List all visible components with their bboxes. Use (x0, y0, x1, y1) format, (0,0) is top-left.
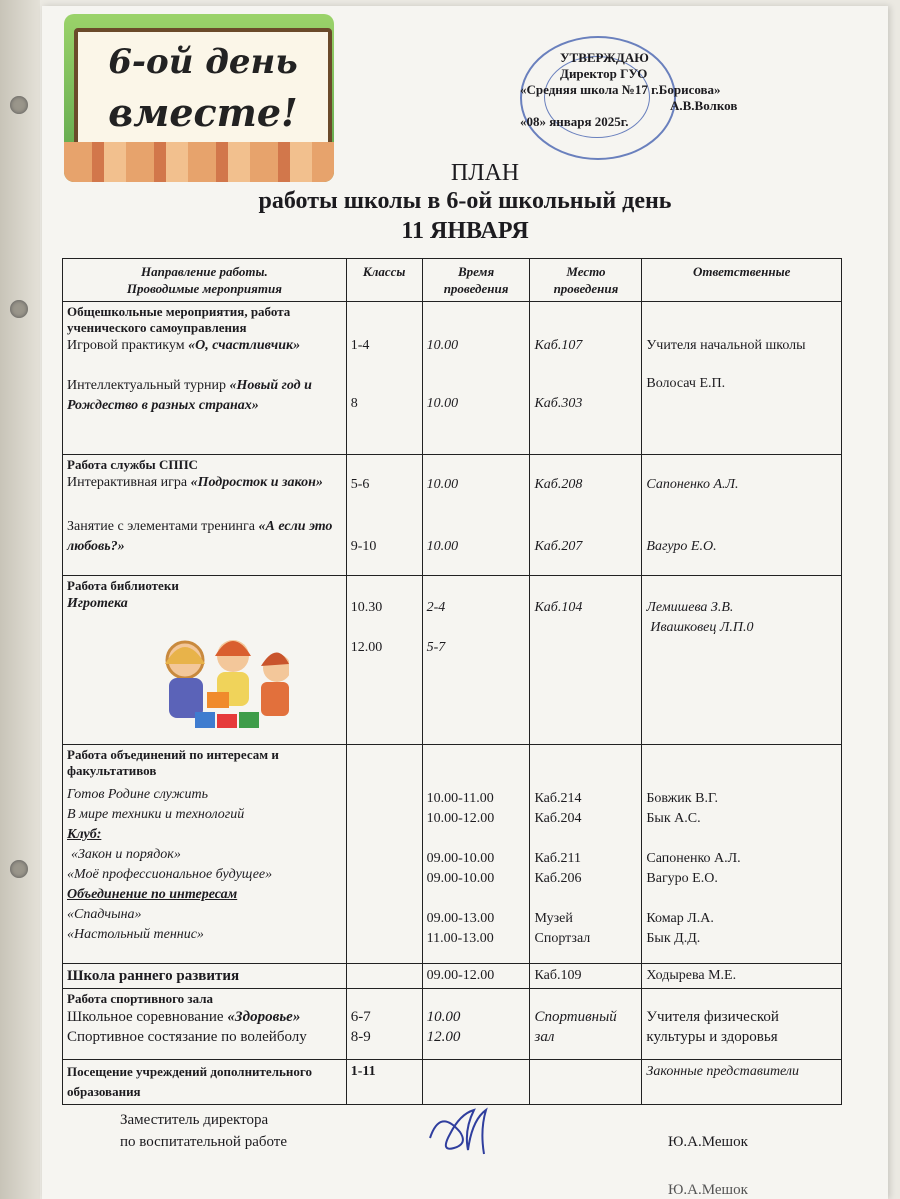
s3-time (422, 576, 530, 745)
s6-e1-name: «Здоровье» (227, 1009, 301, 1025)
s6-direction (63, 989, 347, 1060)
s1-e1-resp: Учителя начальной школы (646, 338, 806, 353)
table-row (63, 964, 842, 989)
s2-e2-text: Занятие с элементами тренинга (67, 519, 259, 534)
s1-e1-time: 10.00 (426, 338, 459, 353)
s4-r2-time: 10.00-12.00 (426, 811, 495, 826)
s6-e1-text: Школьное соревнование (67, 1009, 228, 1025)
s2-e1-class: 5-6 (350, 477, 370, 492)
doc-title-date: 11 ЯНВАРЯ (401, 218, 529, 244)
s6-resp: Учителя физической культуры и здоровья (646, 1009, 779, 1045)
table-row (63, 455, 842, 576)
s3-event: Игротека (67, 596, 128, 611)
table-row (63, 302, 842, 455)
children-puzzle-illustration (155, 634, 289, 738)
s2-e1-place: Каб.208 (534, 477, 583, 492)
table-row (63, 745, 842, 964)
s4-r3-time: 09.00-10.00 (426, 851, 495, 866)
banner-board (74, 28, 332, 154)
s4-r6-name: «Настольный теннис» (67, 927, 204, 942)
s3-class1: 2-4 (426, 600, 446, 615)
document-page (42, 6, 888, 1199)
header-place: Место проведения (530, 259, 642, 302)
header-direction (63, 259, 347, 302)
s3-place-value: Каб.104 (534, 600, 583, 615)
s2-e2-class: 9-10 (350, 539, 377, 554)
s2-title: Работа службы СППС (67, 457, 198, 472)
s3-time1: 10.30 (350, 600, 383, 615)
s5-title: Школа раннего развития (63, 964, 347, 989)
s6-e2-time: 12.00 (426, 1029, 461, 1045)
s1-e1-class: 1-4 (350, 338, 370, 353)
s2-e1-time: 10.00 (426, 477, 459, 492)
s4-r3-name: «Закон и порядок» (71, 847, 181, 862)
s3-class2: 5-7 (426, 640, 446, 655)
s4-r2-name: В мире техники и технологий (67, 807, 245, 822)
s5-place: Каб.109 (530, 964, 642, 989)
table-header-row (63, 259, 842, 302)
s7-title: Посещение учреждений дополнительного образования (63, 1060, 347, 1105)
s6-e2-class: 8-9 (350, 1029, 371, 1045)
s2-responsible (642, 455, 842, 576)
approval-line2: Директор ГУО (560, 66, 648, 81)
s5-responsible: Ходырева М.Е. (642, 964, 842, 989)
binder-strip (0, 0, 40, 1199)
s2-e2-time: 10.00 (426, 539, 459, 554)
s1-title: Общешкольные мероприятия, работа ученического самоуправления (67, 304, 291, 335)
s3-responsible (642, 576, 842, 745)
s2-time (422, 455, 530, 576)
punch-hole (10, 860, 28, 878)
s3-resp2: Ивашковец Л.П.0 (650, 620, 754, 635)
s2-e1-resp: Сапоненко А.Л. (646, 477, 739, 492)
s2-e2-place: Каб.207 (534, 539, 583, 554)
s1-direction (63, 302, 347, 455)
header-direction-line1: Направление работы. (140, 264, 268, 279)
s3-resp1: Лемишева З.В. (646, 600, 734, 615)
approval-line1: УТВЕРЖДАЮ (560, 50, 649, 65)
s4-r6-resp: Бык Д.Д. (646, 931, 701, 946)
children-illustration-icon (155, 634, 289, 738)
s3-classes (346, 576, 422, 745)
footer-role-line1: Заместитель директора (120, 1112, 269, 1128)
s4-classes (346, 745, 422, 964)
doc-title-subtitle: работы школы в 6-ой школьный день (258, 188, 672, 214)
header-direction-line2: Проводимые мероприятия (126, 281, 282, 296)
s6-title: Работа спортивного зала (67, 991, 214, 1006)
s4-direction (63, 745, 347, 964)
s3-direction (63, 576, 347, 745)
plan-table (62, 258, 842, 1105)
s3-time2: 12.00 (350, 640, 383, 655)
s6-e1-time: 10.00 (426, 1009, 461, 1025)
header-responsible: Ответственные (642, 259, 842, 302)
s4-r3-resp: Сапоненко А.Л. (646, 851, 741, 866)
punch-hole (10, 96, 28, 114)
s2-direction (63, 455, 347, 576)
s4-assoc-label: Объединение по интересам (67, 887, 238, 902)
s4-title: Работа объединений по интересам и факультативов (67, 747, 279, 778)
s2-classes (346, 455, 422, 576)
s3-place (530, 576, 642, 745)
signature-icon (422, 1098, 502, 1168)
s6-e2-text: Спортивное состязание по волейболу (67, 1029, 307, 1045)
banner-image (64, 14, 334, 182)
s4-r1-place: Каб.214 (534, 791, 582, 806)
s6-place (530, 989, 642, 1060)
header-classes: Классы (346, 259, 422, 302)
s1-place (530, 302, 642, 455)
s6-place-value: Спортивный зал (534, 1009, 617, 1045)
s1-time (422, 302, 530, 455)
approval-line5: «08» января 2025г. (520, 114, 629, 129)
footer-name: Ю.А.Мешок (668, 1134, 748, 1150)
s1-e1-place: Каб.107 (534, 338, 583, 353)
s3-title: Работа библиотеки (67, 578, 179, 593)
s4-r1-resp: Бовжик В.Г. (646, 791, 718, 806)
s1-e1-name: «О, счастливчик» (188, 338, 301, 353)
s1-e2-time: 10.00 (426, 396, 459, 411)
s4-r5-resp: Комар Л.А. (646, 911, 714, 926)
s1-e2-name: «Новый год и Рождество в разных странах» (67, 378, 312, 413)
s2-e2-resp: Вагуро Е.О. (646, 539, 717, 554)
s4-r2-place: Каб.204 (534, 811, 582, 826)
s2-e1-text: Интерактивная игра (67, 475, 191, 490)
s4-r5-time: 09.00-13.00 (426, 911, 495, 926)
punch-hole (10, 300, 28, 318)
s4-r4-time: 09.00-10.00 (426, 871, 495, 886)
s2-place (530, 455, 642, 576)
footer-name-below: Ю.А.Мешок (668, 1182, 748, 1198)
s1-classes (346, 302, 422, 455)
s7-responsible: Законные представители (642, 1060, 842, 1105)
s4-r6-place: Спортзал (534, 931, 591, 946)
s1-e2-place: Каб.303 (534, 396, 583, 411)
s1-responsible (642, 302, 842, 455)
s4-r2-resp: Бык А.С. (646, 811, 701, 826)
s4-r4-place: Каб.206 (534, 871, 582, 886)
s4-responsible (642, 745, 842, 964)
s4-time (422, 745, 530, 964)
banner-line2: вместе! (108, 90, 298, 135)
s4-place (530, 745, 642, 964)
s1-e1-text: Игровой практикум (67, 338, 189, 353)
s4-r3-place: Каб.211 (534, 851, 581, 866)
header-time: Время проведения (422, 259, 530, 302)
banner-line1: 6-ой день (108, 42, 298, 82)
s4-r1-time: 10.00-11.00 (426, 791, 494, 806)
s6-e1-class: 6-7 (350, 1009, 371, 1025)
table-row (63, 576, 842, 745)
approval-block (520, 50, 820, 130)
approval-line4: А.В.Волков (670, 98, 738, 113)
footer-role-line2: по воспитательной работе (120, 1134, 287, 1150)
s5-time: 09.00-12.00 (422, 964, 530, 989)
s6-classes (346, 989, 422, 1060)
s1-e2-class: 8 (350, 396, 358, 411)
s6-time (422, 989, 530, 1060)
doc-title-plan: ПЛАН (450, 160, 520, 186)
s2-e1-name: «Подросток и закон» (190, 475, 323, 490)
s2-e2-name: «А если это любовь?» (67, 519, 333, 554)
s4-r6-time: 11.00-13.00 (426, 931, 494, 946)
s4-r5-name: «Спадчына» (67, 907, 142, 922)
s4-r4-resp: Вагуро Е.О. (646, 871, 718, 886)
table-row (63, 989, 842, 1060)
approval-line3: «Средняя школа №17 г.Борисова» (520, 82, 721, 97)
s4-club-label: Клуб: (67, 827, 102, 842)
s4-r1-name: Готов Родине служить (67, 787, 209, 802)
s5-classes (346, 964, 422, 989)
s7-classes: 1-11 (346, 1060, 422, 1105)
s7-place (530, 1060, 642, 1105)
s4-r5-place: Музей (534, 911, 573, 926)
s4-r4-name: «Моё профессиональное будущее» (67, 867, 273, 882)
s1-e2-text: Интеллектуальный турнир (67, 378, 230, 393)
s6-responsible (642, 989, 842, 1060)
s1-e2-resp: Волосач Е.П. (646, 376, 726, 391)
